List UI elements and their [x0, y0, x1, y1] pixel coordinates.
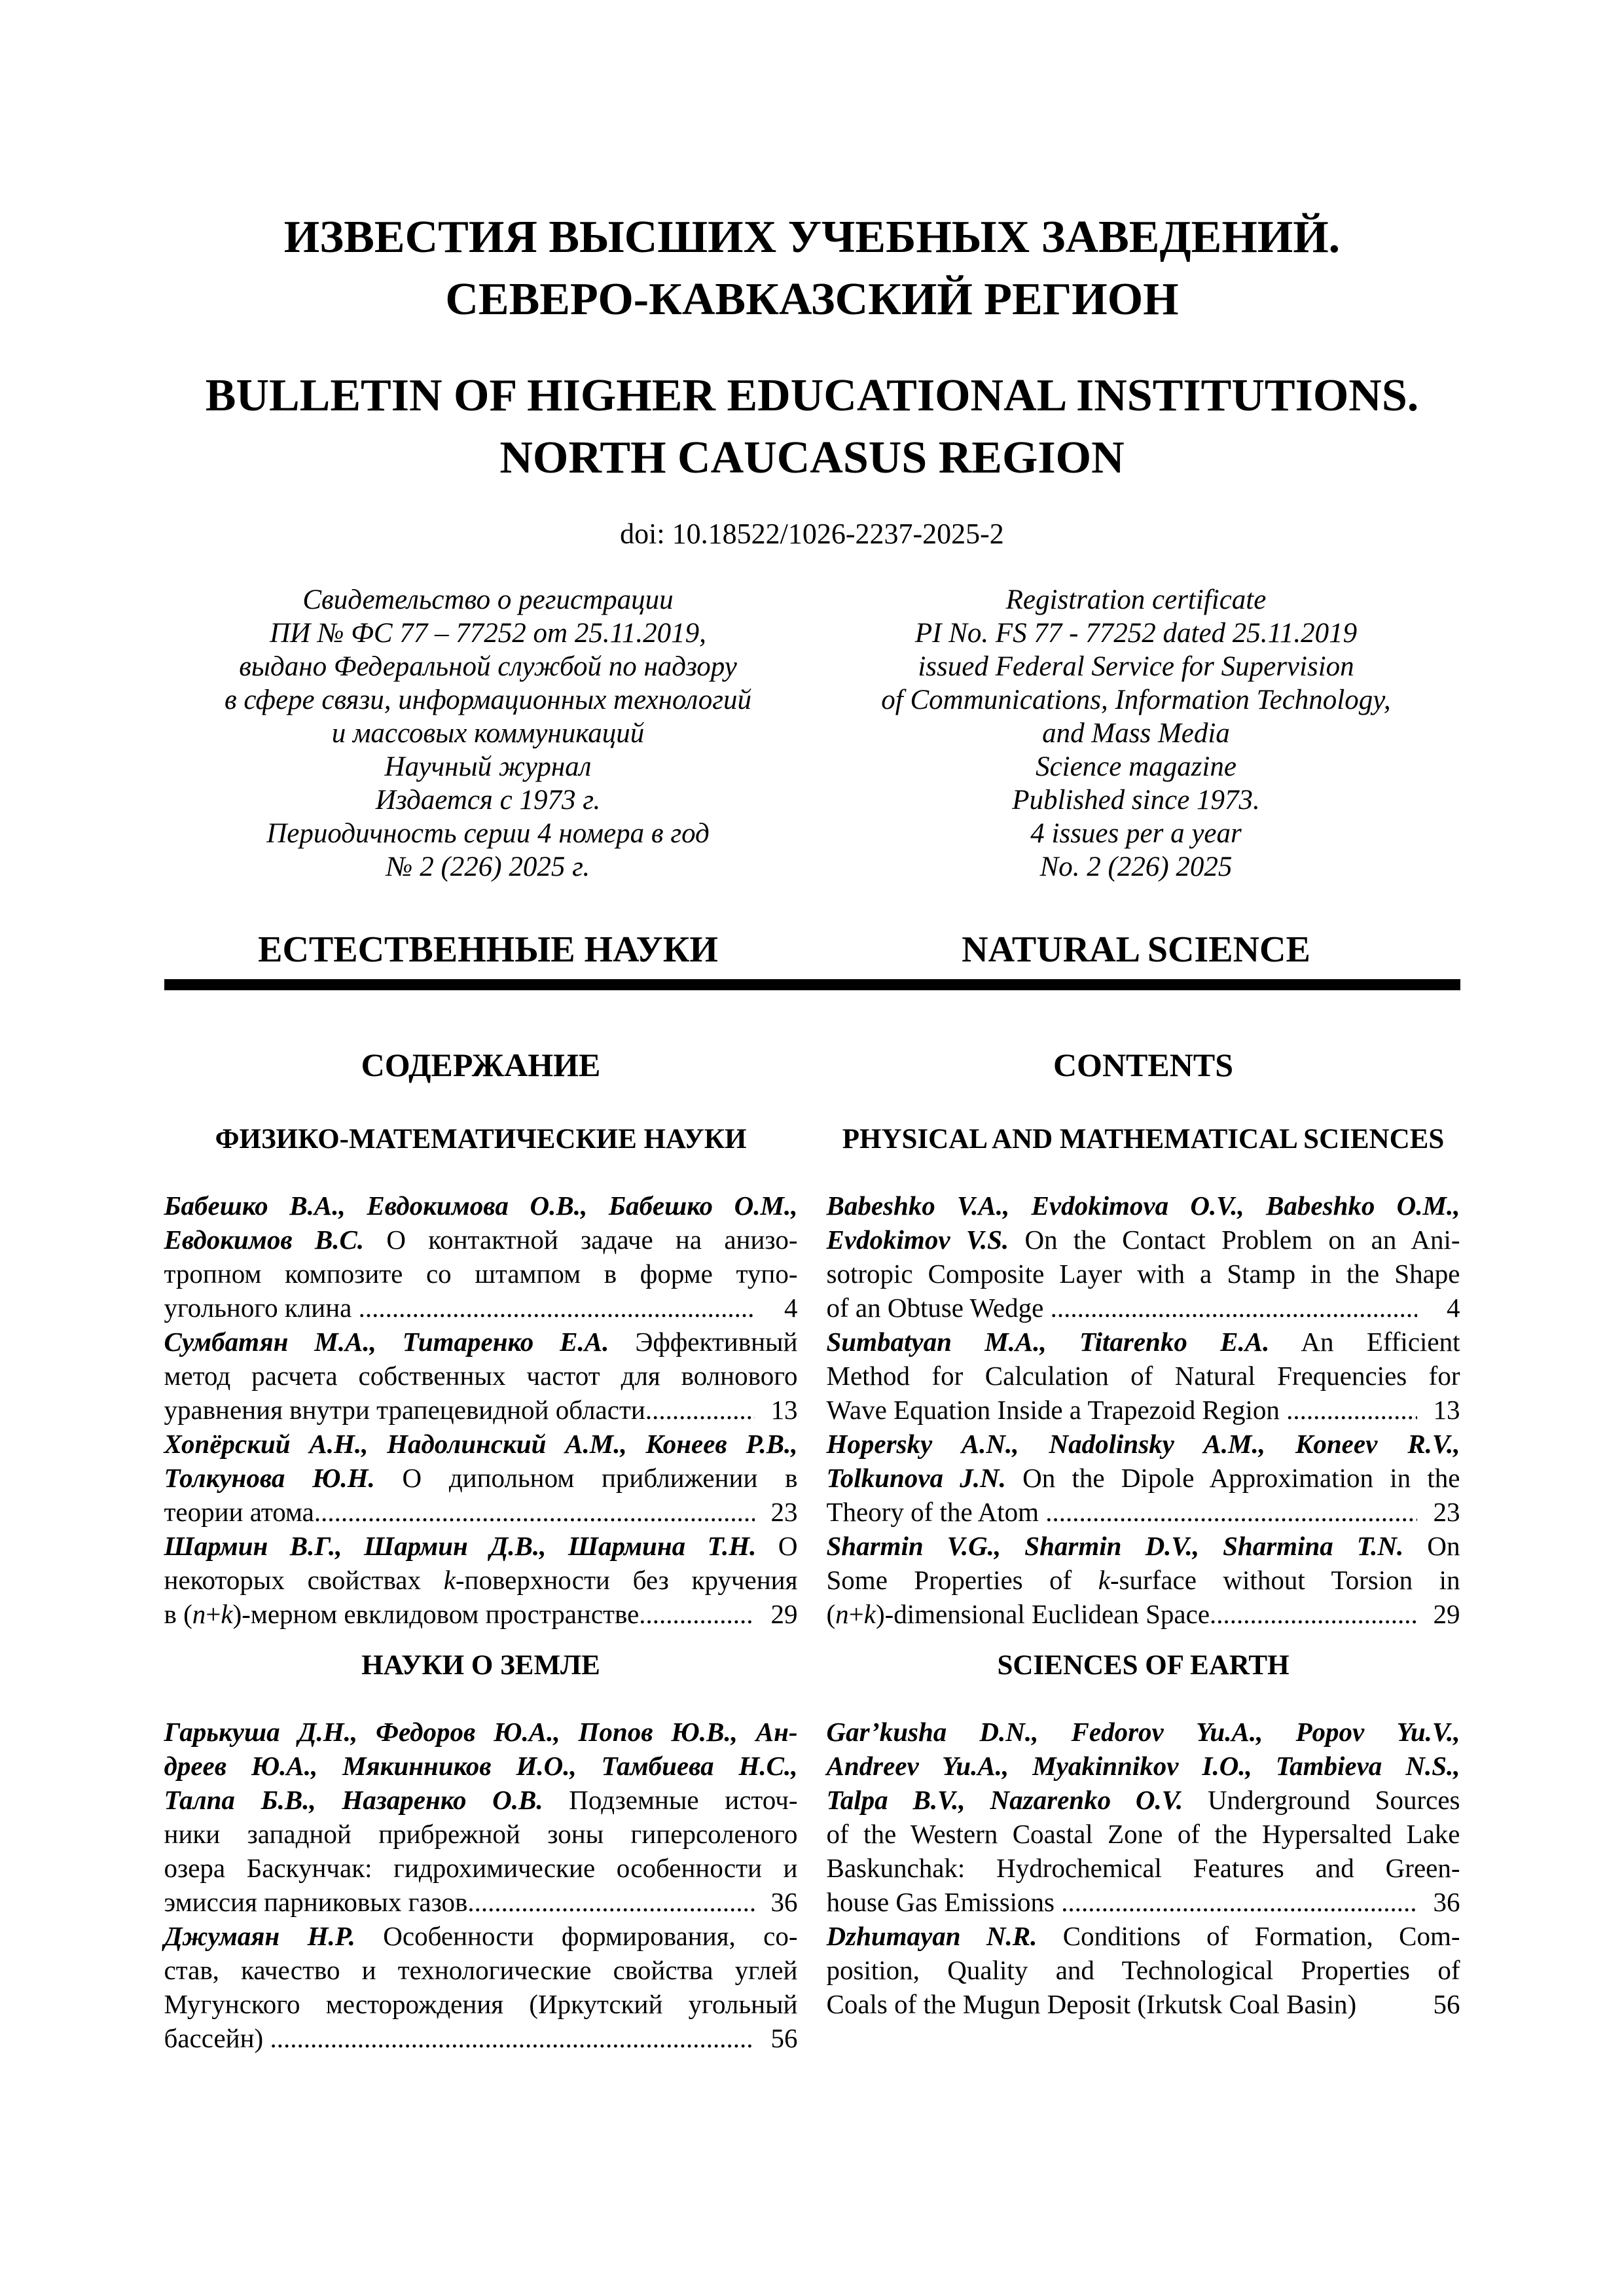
entry-text: Coals of the Mugun Deposit (Irkutsk Coal Basin)	[826, 1989, 1357, 2019]
divider-rule	[164, 979, 1460, 990]
toc-entry-last-line	[827, 1393, 1460, 1427]
dot-leader	[1045, 1495, 1416, 1529]
entry-text: Conditions of Formation, Com-	[1037, 1921, 1460, 1951]
entry-text: эмиссия парниковых газов	[164, 1887, 468, 1917]
entry-authors: Хопёрский А.Н., Надолинский А.М., Конеев Р.В.,	[164, 1429, 798, 1459]
entry-text: house Gas Emissions	[826, 1887, 1062, 1917]
toc-entry-line	[164, 1427, 798, 1461]
journal-title-russian-line1: ИЗВЕСТИЯ ВЫСШИХ УЧЕБНЫХ ЗАВЕДЕНИЙ.	[283, 212, 1341, 262]
toc-entry-line	[827, 1953, 1460, 1987]
entry-authors: Hopersky A.N., Nadolinsky A.M., Koneev R.V.,	[826, 1429, 1460, 1459]
entry-text: sotropic Composite Layer with a Stamp in the Shape	[826, 1259, 1460, 1289]
entry-text: Baskunchak: Hydrochemical Features and Green-	[826, 1853, 1460, 1883]
page-number: 36	[1433, 1887, 1460, 1917]
registration-line: Свидетельство о регистрации	[302, 584, 674, 615]
series-title-ru: ЕСТЕСТВЕННЫЕ НАУКИ	[258, 929, 718, 970]
entry-line-text	[827, 1987, 1357, 2021]
journal-title-english-line2: NORTH CAUCASUS REGION	[499, 433, 1125, 483]
entry-authors: Евдокимов В.С.	[164, 1225, 365, 1255]
entry-line-text	[827, 1291, 1051, 1325]
entry-text: О	[756, 1531, 798, 1561]
toc-entry-line	[164, 1189, 798, 1223]
dot-leader	[1051, 1291, 1417, 1325]
entry-line-text	[827, 1495, 1046, 1529]
dot-leader	[645, 1393, 755, 1427]
registration-line: Registration certificate	[1005, 584, 1267, 615]
entry-text: угольного клина	[164, 1293, 359, 1323]
registration-line: Издается с 1973 г.	[375, 785, 601, 816]
toc-entry-last-line	[827, 1885, 1460, 1919]
toc-entry-line	[164, 1715, 798, 1749]
entry-authors: Sumbatyan M.A., Titarenko E.A.	[826, 1327, 1270, 1357]
registration-line: Научный журнал	[384, 751, 592, 782]
entry-text: ники западной прибрежной зоны гиперсоленого	[164, 1819, 798, 1849]
registration-line: в сфере связи, информационных технологий	[224, 685, 751, 715]
entry-text: некоторых свойствах	[164, 1565, 444, 1595]
doi: doi: 10.18522/1026-2237-2025-2	[620, 518, 1004, 550]
entry-authors: Sharmin V.G., Sharmin D.V., Sharmina T.N.	[826, 1531, 1404, 1561]
toc-entry-last-line	[827, 1987, 1460, 2021]
entry-authors: Babeshko V.A., Evdokimova O.V., Babeshko O.M.,	[826, 1191, 1460, 1221]
entry-line-text	[164, 1393, 645, 1427]
entry-text: n	[192, 1599, 206, 1629]
registration-line: 4 issues per a year	[1030, 818, 1242, 849]
page-number: 29	[1433, 1599, 1460, 1629]
entry-text: бассейн)	[164, 2023, 270, 2053]
toc-entry-line	[827, 1325, 1460, 1359]
registration-line: PI No. FS 77 - 77252 dated 25.11.2019	[914, 618, 1358, 649]
entry-text: метод расчета собственных частот для волнового	[164, 1361, 798, 1391]
entry-text: Theory of the Atom	[826, 1497, 1046, 1527]
entry-text: k	[1098, 1565, 1110, 1595]
entry-text: озера Баскунчак: гидрохимические особенности и	[164, 1853, 798, 1883]
toc-entry	[164, 1919, 798, 2055]
series-header-row	[164, 929, 1460, 970]
entry-text: of the Western Coastal Zone of the Hypersalted Lake	[826, 1819, 1460, 1849]
toc-entry-line	[827, 1715, 1460, 1749]
journal-title-russian-line2: СЕВЕРО-КАВКАЗСКИЙ РЕГИОН	[445, 274, 1179, 325]
registration-row	[164, 583, 1460, 884]
entry-text: Подземные источ-	[543, 1785, 798, 1815]
entry-text: Method for Calculation of Natural Frequencies for	[826, 1361, 1460, 1391]
page-number: 23	[1433, 1497, 1460, 1527]
toc-entry-last-line	[164, 1885, 798, 1919]
toc-entry-line	[827, 1817, 1460, 1851]
toc-entry	[164, 1325, 798, 1427]
page-number: 4	[784, 1293, 798, 1323]
toc-entry	[827, 1919, 1460, 2021]
journal-contents-page	[164, 0, 1460, 2055]
page-number: 29	[770, 1599, 798, 1629]
toc-entry-last-line	[827, 1495, 1460, 1529]
dot-leader	[314, 1495, 755, 1529]
toc-entry-line	[827, 1563, 1460, 1597]
toc-column-ru	[164, 1047, 798, 2055]
toc-entry	[827, 1715, 1460, 1919]
toc-entry-line	[827, 1223, 1460, 1257]
toc-entry	[164, 1715, 798, 1919]
entry-line-text	[827, 1393, 1287, 1427]
dot-leader	[359, 1291, 755, 1325]
entry-text: of an Obtuse Wedge	[826, 1293, 1051, 1323]
entry-text: -поверхности без кручения	[455, 1565, 798, 1595]
page-number: 56	[1433, 1989, 1460, 2019]
toc-entry	[827, 1529, 1460, 1631]
toc-entry-line	[164, 1563, 798, 1597]
entry-line-text	[164, 1291, 359, 1325]
entry-text: став, качество и технологические свойства углей	[164, 1955, 798, 1985]
registration-line: и массовых коммуникаций	[331, 718, 645, 749]
entry-text: Wave Equation Inside a Trapezoid Region	[826, 1395, 1287, 1425]
entry-text: (	[826, 1599, 836, 1629]
section-heading: ФИЗИКО-МАТЕМАТИЧЕСКИЕ НАУКИ	[215, 1124, 747, 1155]
page-number: 36	[770, 1887, 798, 1917]
entry-text: On	[1403, 1531, 1460, 1561]
toc-entry-line	[827, 1749, 1460, 1783]
entry-text: тропном композите со штампом в форме тупо-	[164, 1259, 798, 1289]
entry-line-text	[164, 1597, 640, 1631]
entry-text: position, Quality and Technological Properties of	[826, 1955, 1460, 1985]
dot-leader	[639, 1597, 754, 1631]
toc-entry-last-line	[164, 2021, 798, 2055]
entry-text: n	[835, 1599, 849, 1629]
contents-heading-ru: СОДЕРЖАНИЕ	[361, 1047, 601, 1083]
toc-entry-line	[164, 1529, 798, 1563]
entry-text: Мугунского месторождения (Иркутский угольный	[164, 1989, 798, 2019]
entry-text: +	[206, 1599, 221, 1629]
registration-line: Science magazine	[1036, 751, 1236, 782]
entry-line-text	[164, 2021, 270, 2055]
entry-text: уравнения внутри трапецевидной области	[164, 1395, 645, 1425]
toc-entry-line	[827, 1529, 1460, 1563]
registration-line: ПИ № ФС 77 – 77252 от 25.11.2019,	[270, 618, 706, 649]
entry-line-text	[164, 1495, 314, 1529]
toc-entry-last-line	[164, 1393, 798, 1427]
entry-text: в (	[164, 1599, 192, 1629]
entry-text: )-мерном евклидовом пространстве	[232, 1599, 640, 1629]
registration-certificate-ru	[164, 583, 812, 884]
toc-entry-line	[164, 1783, 798, 1817]
page-number: 13	[1433, 1395, 1460, 1425]
toc-entry-line	[164, 1919, 798, 1953]
entry-text: k	[863, 1599, 876, 1629]
toc-entry-line	[164, 1257, 798, 1291]
registration-line: № 2 (226) 2025 г.	[386, 852, 590, 882]
toc-entry-last-line	[827, 1291, 1460, 1325]
toc-entry-line	[164, 1359, 798, 1393]
registration-certificate-en	[812, 583, 1460, 884]
registration-line: Published since 1973.	[1012, 785, 1260, 816]
entry-text: Эффективный	[609, 1327, 798, 1357]
entry-authors: Talpa B.V., Nazarenko O.V.	[826, 1785, 1183, 1815]
toc-entry	[827, 1189, 1460, 1325]
toc-entry	[164, 1529, 798, 1631]
toc-entry-line	[164, 1223, 798, 1257]
contents-heading-en: CONTENTS	[1053, 1047, 1234, 1083]
section-heading: SCIENCES OF EARTH	[997, 1650, 1290, 1681]
table-of-contents	[164, 1047, 1460, 2055]
toc-entry-last-line	[827, 1597, 1460, 1631]
entry-authors: Толкунова Ю.Н.	[164, 1463, 375, 1493]
toc-entry-line	[164, 1987, 798, 2021]
registration-line: No. 2 (226) 2025	[1039, 852, 1233, 882]
toc-entry-line	[827, 1189, 1460, 1223]
entry-authors: Гарькуша Д.Н., Федоров Ю.А., Попов Ю.В., Ан-	[164, 1717, 798, 1747]
entry-authors: Andreev Yu.A., Myakinnikov I.O., Tambieva N.S.,	[826, 1751, 1460, 1781]
toc-entry	[164, 1189, 798, 1325]
entry-authors: Tolkunova J.N.	[826, 1463, 1006, 1493]
journal-title-russian	[164, 206, 1460, 331]
toc-entry-last-line	[164, 1597, 798, 1631]
entry-text: )-dimensional Euclidean Space	[875, 1599, 1210, 1629]
dot-leader	[1210, 1597, 1416, 1631]
entry-text: +	[848, 1599, 864, 1629]
entry-authors: Сумбатян М.А., Титаренко Е.А.	[164, 1327, 609, 1357]
page-number: 13	[770, 1395, 798, 1425]
toc-entry	[164, 1427, 798, 1529]
entry-line-text	[827, 1597, 1210, 1631]
entry-authors: Dzhumayan N.R.	[826, 1921, 1038, 1951]
toc-entry	[827, 1427, 1460, 1529]
toc-entry-line	[164, 1325, 798, 1359]
page-number: 56	[770, 2023, 798, 2053]
toc-entry-line	[827, 1783, 1460, 1817]
entry-line-text	[164, 1885, 468, 1919]
toc-entry-line	[164, 1461, 798, 1495]
toc-column-en	[827, 1047, 1460, 2055]
entry-text: Особенности формирования, со-	[355, 1921, 798, 1951]
entry-authors: Gar’kusha D.N., Fedorov Yu.A., Popov Yu.V.,	[826, 1717, 1460, 1747]
entry-text: О контактной задаче на анизо-	[364, 1225, 798, 1255]
entry-text: On the Dipole Approximation in the	[1005, 1463, 1460, 1493]
entry-text: Some Properties of	[826, 1565, 1098, 1595]
entry-text: Underground Sources	[1183, 1785, 1460, 1815]
entry-text: An Efficient	[1269, 1327, 1460, 1357]
registration-line: of Communications, Information Technology,	[881, 685, 1391, 715]
section-heading: PHYSICAL AND MATHEMATICAL SCIENCES	[842, 1124, 1445, 1155]
entry-authors: Шармин В.Г., Шармин Д.В., Шармина Т.Н.	[164, 1531, 757, 1561]
entry-text: On the Contact Problem on an Ani-	[1009, 1225, 1460, 1255]
toc-entry-line	[164, 1953, 798, 1987]
toc-entry-last-line	[164, 1495, 798, 1529]
entry-text: -surface without Torsion in	[1110, 1565, 1460, 1595]
dot-leader	[1061, 1885, 1416, 1919]
toc-entry	[827, 1325, 1460, 1427]
series-title-en: NATURAL SCIENCE	[962, 929, 1310, 970]
entry-authors: Бабешко В.А., Евдокимова О.В., Бабешко О.М.,	[164, 1191, 798, 1221]
entry-text: k	[443, 1565, 456, 1595]
entry-text: k	[221, 1599, 233, 1629]
toc-entry-line	[164, 1851, 798, 1885]
toc-entry-last-line	[164, 1291, 798, 1325]
registration-line: and Mass Media	[1042, 718, 1230, 749]
toc-entry-line	[827, 1257, 1460, 1291]
dot-leader	[270, 2021, 754, 2055]
page-number: 4	[1447, 1293, 1460, 1323]
entry-authors: дреев Ю.А., Мякинников И.О., Тамбиева Н.С.,	[164, 1751, 798, 1781]
registration-line: Периодичность серии 4 номера в год	[266, 818, 710, 849]
dot-leader	[467, 1885, 754, 1919]
section-heading: НАУКИ О ЗЕМЛЕ	[361, 1650, 600, 1681]
entry-authors: Джумаян Н.Р.	[164, 1921, 355, 1951]
journal-title-english	[164, 365, 1460, 489]
entry-authors: Evdokimov V.S.	[826, 1225, 1009, 1255]
toc-entry-line	[827, 1427, 1460, 1461]
entry-line-text	[827, 1885, 1062, 1919]
page-number: 23	[770, 1497, 798, 1527]
toc-entry-line	[164, 1817, 798, 1851]
registration-line: issued Federal Service for Supervision	[918, 651, 1354, 682]
toc-entry-line	[164, 1749, 798, 1783]
toc-entry-line	[827, 1919, 1460, 1953]
toc-entry-line	[827, 1359, 1460, 1393]
toc-entry-line	[827, 1851, 1460, 1885]
journal-title-english-line1: BULLETIN OF HIGHER EDUCATIONAL INSTITUTIONS.	[205, 370, 1419, 421]
entry-authors: Талпа Б.В., Назаренко О.В.	[164, 1785, 543, 1815]
dot-leader	[1286, 1393, 1416, 1427]
toc-entry-line	[827, 1461, 1460, 1495]
entry-text: теории атома	[164, 1497, 314, 1527]
entry-text: О дипольном приближении в	[374, 1463, 798, 1493]
registration-line: выдано Федеральной службой по надзору	[239, 651, 737, 682]
